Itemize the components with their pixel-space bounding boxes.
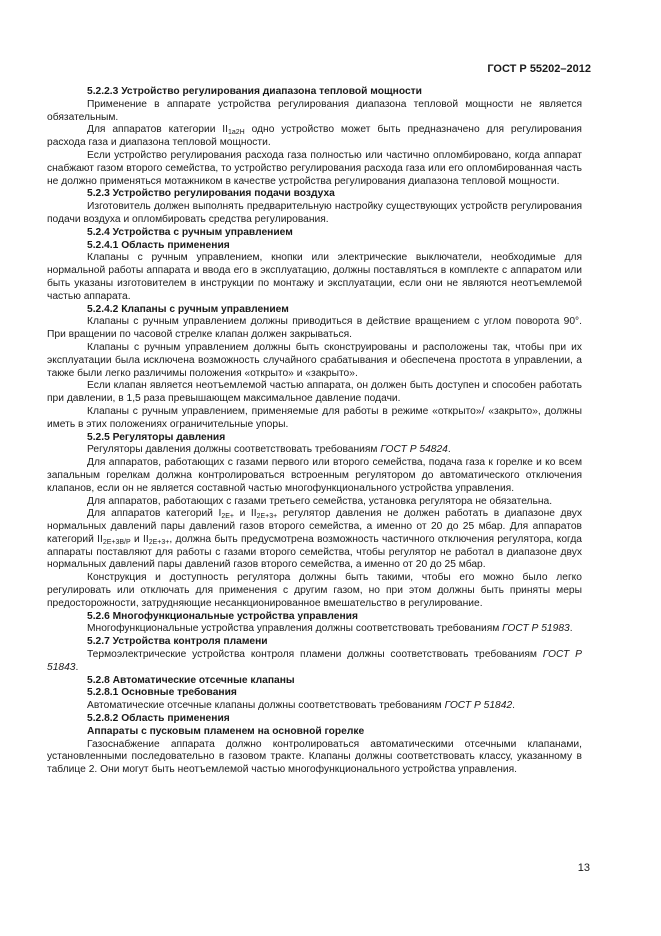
paragraph: Для аппаратов категории $II_{1а2Н}$ одно устройство может быть предназначено для регулирования расхода газа и диапазона тепловой мощности.: [47, 124, 582, 149]
section-heading: 5.2.8.1 Основные требования: [87, 687, 237, 699]
paragraph: Для аппаратов, работающих с газами первого или второго семейства, подача газа к горелке и ко всем запальным горелкам должна контролироваться встроенным регулятором до автоматического отключения клапанов, если он не является составной частью многофункционального устройства управления.: [47, 457, 582, 494]
document-id: ГОСТ Р 55202–2012: [487, 63, 591, 75]
standard-reference: ГОСТ Р 51843: [47, 649, 583, 673]
paragraph: Если клапан является неотъемлемой частью аппарата, он должен быть доступен и способен работать при давлении, в 1,5 раза превышающем максимальное давление подачи.: [47, 380, 582, 405]
section-heading: 5.2.4.1 Область применения: [87, 239, 230, 251]
paragraph: Клапаны с ручным управлением, кнопки или электрические выключатели, необходимые для нормальной работы аппарата и ввода его в эксплуатацию, должны поставляться в комплекте с аппаратом или быть указаны изготовителем в инструкции по монтажу и эксплуатации, если они не являются неотъемлемой частью аппарата.: [47, 252, 582, 302]
paragraph: Регуляторы давления должны соответствовать требованиям ГОСТ Р 54824.: [87, 444, 451, 456]
section-heading: 5.2.4 Устройства с ручным управлением: [87, 226, 293, 238]
paragraph: Автоматические отсечные клапаны должны соответствовать требованиям ГОСТ Р 51842.: [87, 700, 516, 712]
paragraph: Применение в аппарате устройства регулирования диапазона тепловой мощности не является обязательным.: [47, 98, 582, 123]
standard-reference: ГОСТ Р 51842: [444, 700, 513, 712]
standard-reference: ГОСТ Р 54824: [380, 444, 448, 456]
paragraph: Клапаны с ручным управлением, применяемые для работы в режиме «открыто»/ «закрыто», должны иметь в этих положениях ограничительные упоры.: [47, 405, 582, 430]
paragraph: Для аппаратов, работающих с газами третьего семейства, установка регулятора не обязательна.: [87, 495, 553, 507]
section-heading: 5.2.2.3 Устройство регулирования диапазона тепловой мощности: [87, 86, 422, 97]
paragraph: Клапаны с ручным управлением должны приводиться в действие вращением с углом поворота 90°. При вращении по часовой стрелке клапан должен закрываться.: [47, 316, 582, 341]
document-body: [47, 86, 582, 777]
section-heading: Аппараты с пусковым пламенем на основной горелке: [87, 725, 365, 737]
paragraph: Термоэлектрические устройства контроля пламени должны соответствовать требованиям ГОСТ Р 51843.: [47, 649, 583, 673]
section-heading: 5.2.4.2 Клапаны с ручным управлением: [87, 303, 289, 315]
section-heading: 5.2.7 Устройства контроля пламени: [87, 636, 268, 648]
standard-reference: ГОСТ Р 51983: [502, 623, 570, 635]
paragraph: Изготовитель должен выполнять предварительную настройку существующих устройств регулирования подачи воздуха и опломбировать средства регулирования.: [47, 201, 582, 225]
paragraph: Если устройство регулирования расхода газа полностью или частично опломбировано, когда аппарат снабжают газом второго семейства, то устройство регулирования расхода газа или его опломбированная часть не должно применяться мотажником в качестве устройства регулирования диапазона тепловой мощности.: [47, 149, 582, 187]
paragraph: Многофункциональные устройства управления должны соответствовать требованиям ГОСТ Р 51983.: [87, 623, 573, 635]
section-heading: 5.2.5 Регуляторы давления: [87, 431, 226, 443]
paragraph: Газоснабжение аппарата должно контролироваться автоматическими отсечными клапанами, установленными последовательно в газовом тракте. Клапаны должны соответствовать классу, указанному в таблице 2. Они могут быть неотъемлемой частью многофункционального устройства управления.: [47, 738, 582, 776]
section-heading: 5.2.8 Автоматические отсечные клапаны: [87, 674, 295, 686]
section-heading: 5.2.3 Устройство регулирования подачи воздуха: [87, 188, 335, 200]
paragraph: Для аппаратов категорий $I_{2Е+}$ и $II_{2Е+3+}$ регулятор давления не должен работать в диапазоне двух нормальных давлений пары давлений газов второго семейства, а именно от 20 до 25 мбар. Для аппаратов категорий $II_{2Е+3В/Р}$ и $II_{2Е+3+}$, должна быть предусмотрена возможность частичного отключения регулятора, когда аппараты поставляют для работы с газами второго семейства, чтобы регулятор не работал в диапазоне двух нормальных давлений пары давлений газов второго семейства, а именно от 20 до 25 мбар.: [47, 508, 582, 571]
paragraph: Конструкция и доступность регулятора должны быть такими, чтобы его можно было легко регулировать или отключать для применения с другим газом, но при этом должны быть приняты меры предосторожности, затрудняющие несанкционированное вмешательство в регулирование.: [47, 572, 582, 609]
page-number: 13: [577, 862, 590, 874]
section-heading: 5.2.8.2 Область применения: [87, 713, 230, 725]
section-heading: 5.2.6 Многофункциональные устройства управления: [87, 610, 358, 622]
paragraph: Клапаны с ручным управлением должны быть сконструированы и расположены так, чтобы при их эксплуатации была исключена возможность случайного срабатывания и обеспечена простота в управлении, а также были легко различимы положения «открыто» и «закрыто».: [47, 341, 582, 379]
